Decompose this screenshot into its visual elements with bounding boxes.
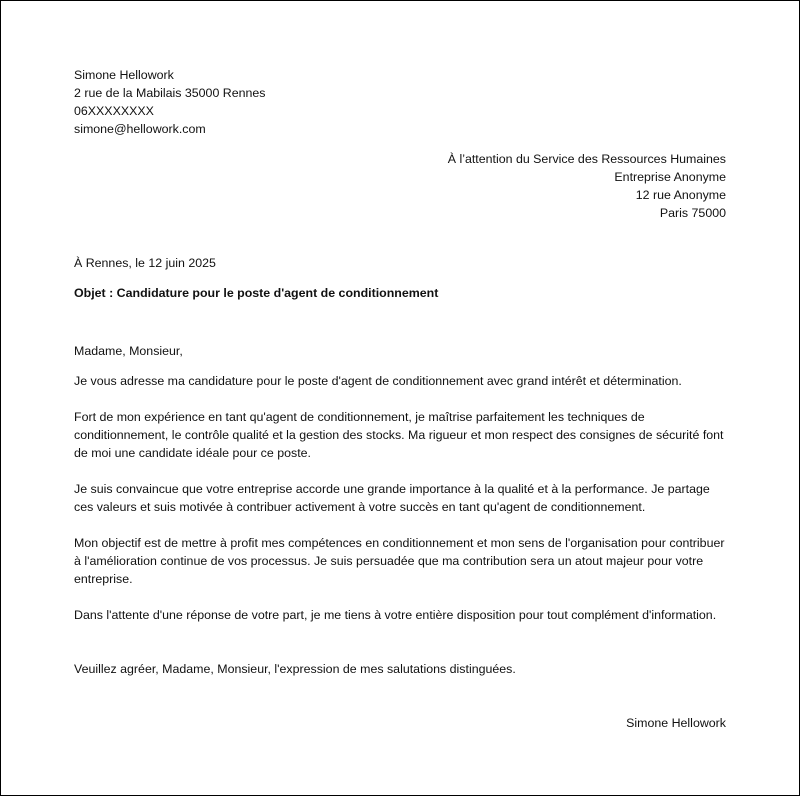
date-line: À Rennes, le 12 juin 2025: [74, 256, 216, 270]
body-paragraph: Mon objectif est de mettre à profit mes compétences en conditionnement et mon sens de l'organisation pour contribuer à l'amélioration continue de vos processus. Je suis persuadée que ma contribution sera un atout majeur pour votre entreprise.: [74, 536, 725, 586]
sender-block: [74, 66, 726, 138]
body-paragraph: Je vous adresse ma candidature pour le poste d'agent de conditionnement avec grand intérêt et détermination.: [74, 374, 682, 388]
recipient-city: Paris 75000: [659, 206, 726, 220]
body-paragraph: Dans l'attente d'une réponse de votre part, je me tiens à votre entière disposition pour tout complément d'information.: [74, 608, 717, 622]
recipient-attention: À l’attention du Service des Ressources Humaines: [447, 152, 726, 166]
recipient-company: Entreprise Anonyme: [614, 170, 726, 184]
signature: Simone Hellowork: [626, 716, 726, 730]
sender-phone: 06XXXXXXXX: [74, 104, 154, 118]
sender-name: Simone Hellowork: [74, 68, 174, 82]
salutation: Madame, Monsieur,: [74, 344, 183, 358]
closing-paragraph: Veuillez agréer, Madame, Monsieur, l'expression de mes salutations distinguées.: [74, 662, 516, 676]
sender-email: simone@hellowork.com: [74, 122, 206, 136]
subject-line: Objet : Candidature pour le poste d'agent de conditionnement: [74, 286, 439, 300]
recipient-street: 12 rue Anonyme: [635, 188, 726, 202]
sender-address: 2 rue de la Mabilais 35000 Rennes: [74, 86, 266, 100]
body-paragraph: Fort de mon expérience en tant qu'agent de conditionnement, je maîtrise parfaitement les techniques de conditionnement, le contrôle qualité et la gestion des stocks. Ma rigueur et mon respect des consignes de sécurité font de moi une candidate idéale pour ce poste.: [74, 410, 724, 460]
recipient-block: [74, 150, 726, 222]
body-paragraph: Je suis convaincue que votre entreprise accorde une grande importance à la qualité et à la performance. Je partage ces valeurs et suis motivée à contribuer activement à votre succès en tant qu'agent de conditionnement.: [74, 482, 710, 514]
